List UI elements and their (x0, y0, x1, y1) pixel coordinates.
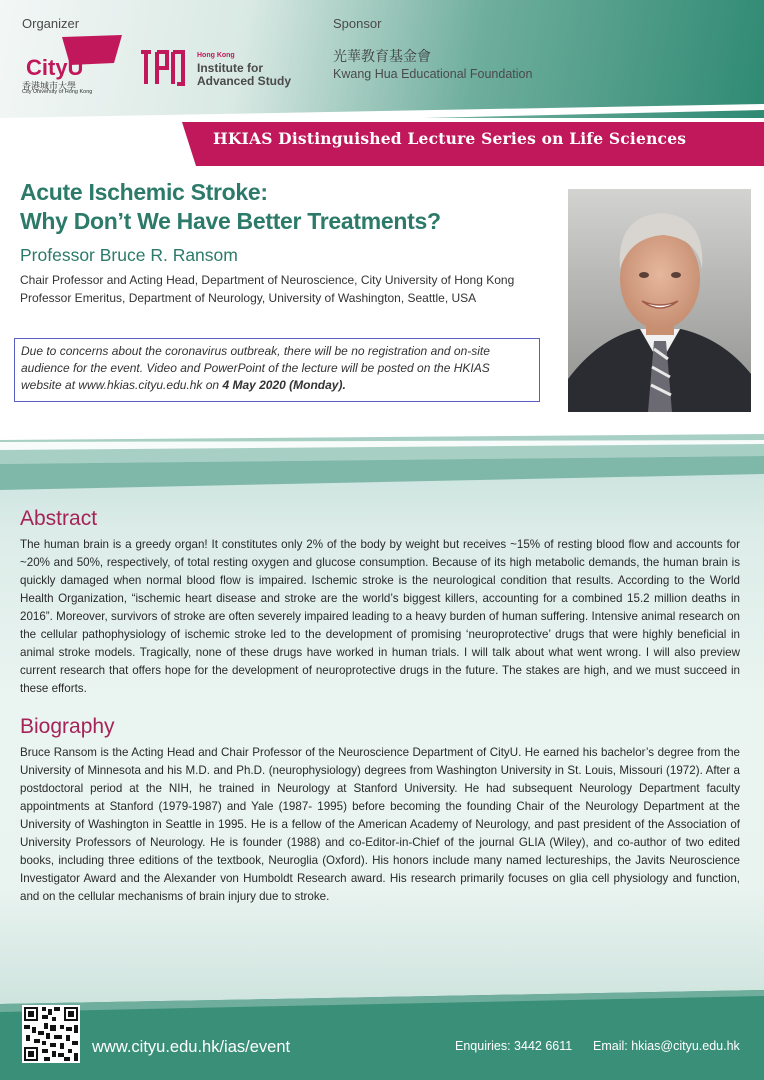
lecture-title (20, 178, 441, 236)
speaker-affiliation-2: Professor Emeritus, Department of Neurology, University of Washington, Seattle, USA (20, 291, 477, 305)
notice-date: 4 May 2020 (Monday). (222, 378, 346, 392)
cityu-chinese-name: 香港城市大學 (22, 81, 77, 91)
cityu-logo-text: CityU (26, 55, 84, 80)
footer-band (0, 990, 764, 1080)
cityu-english-name: City University of Hong Kong (22, 89, 93, 95)
sponsor-label: Sponsor (333, 16, 382, 31)
qr-code (22, 1005, 80, 1063)
sponsor-english-name: Kwang Hua Educational Foundation (333, 67, 533, 81)
hkias-name-line2: Advanced Study (197, 74, 292, 88)
biography-heading: Biography (20, 715, 115, 738)
lecture-title-line1: Acute Ischemic Stroke: (20, 179, 268, 205)
abstract-heading: Abstract (20, 507, 98, 530)
speaker-affiliation-1: Chair Professor and Acting Head, Department of Neuroscience, City University of Hong Kong (20, 273, 515, 287)
abstract-text: The human brain is a greedy organ! It constitutes only 2% of the body by weight but receives ~15% of resting blood flow and accounts for ~20% and 50%, respectively, of total resting oxygen and glucose consumption. Because of its high metabolic demands, the human brain is quickly damaged when normal blood flow is impaired. Ischemic stroke is the neurological condition that results. According to the World Health Organization, “ischemic heart disease and stroke are the world’s biggest killers, accounting for a combined 15.2 million deaths in 2016”. Moreover, survivors of stroke are often severely impaired leading to a heavy burden of human suffering. Intensive animal research on the cellular pathophysiology of ischemic stroke led to the development of promising ‘neuroprotective’ drugs that were highly beneficial in animal stroke models. Tragically, none of these drugs have worked in human trials. I will talk about what went wrong. I will also preview current research that offers hope for the development of neuroprotective drugs in the future. The stakes are high, and we must succeed in these efforts. (20, 538, 740, 695)
hkias-small-text: Hong Kong (197, 52, 235, 59)
speaker-photo (568, 189, 751, 412)
event-url[interactable]: www.cityu.edu.hk/ias/event (92, 1038, 291, 1056)
speaker-name: Professor Bruce R. Ransom (20, 245, 238, 265)
series-title: HKIAS Distinguished Lecture Series on Life Sciences (213, 129, 687, 148)
hkias-logo-icon (137, 48, 193, 88)
content-top-stripes (0, 430, 764, 510)
enquiries-phone: Enquiries: 3442 6611 (455, 1039, 573, 1053)
biography-text: Bruce Ransom is the Acting Head and Chair Professor of the Neuroscience Department of CityU. He earned his bachelor’s degree from the University of Minnesota and his M.D. and Ph.D. (neurophysiology) degrees from Washington University in St. Louis, Missouri (1972). After a postdoctoral period at the NIH, he trained in Neurology at Stanford University. He had subsequent Neurology Department faculty appointments at Stanford (1979-1987) and Yale (1987- 1995) before becoming the founding Chair of the Neurology Department at the University of Washington in Seattle in 1995. He is a fellow of the American Academy of Neurology, and past president of the Association of University Professors of Neurology. He is founder (1988) and co-Editor-in-Chief of the journal GLIA (Wiley), and co-author of two edited books, including three editions of the textbook, Neuroglia (Oxford). His honors include many named lectureships, the Javits Neuroscience Investigator Award and the Alexander von Humboldt Research award. His research primarily focuses on glia cell physiology and function, and on the cellular mechanisms of brain injury due to stroke. (20, 746, 740, 903)
lecture-title-line2: Why Don’t We Have Better Treatments? (20, 208, 441, 234)
notice-text: Due to concerns about the coronavirus outbreak, there will be no registration and on-site audience for the event. Video and PowerPoint of the lecture will be posted on the HKIAS website at www.hkias.cityu.edu.hk on (21, 344, 490, 392)
notice-box (14, 338, 540, 402)
sponsor-chinese-name: 光華教育基金會 (333, 48, 431, 64)
hkias-name-line1: Institute for (197, 61, 263, 75)
organizer-label: Organizer (22, 16, 80, 31)
contact-email[interactable]: Email: hkias@cityu.edu.hk (593, 1039, 740, 1053)
